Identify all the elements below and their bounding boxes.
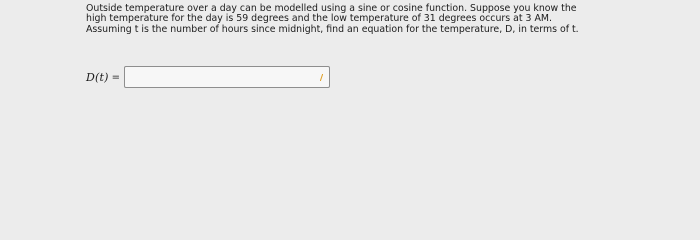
question-line-2: high temperature for the day is 59 degrees and the low temperature of 31 degrees occurs at 3 AM. (86, 13, 552, 25)
answer-field[interactable] (124, 66, 330, 88)
function-label (86, 71, 120, 84)
function-name: D(t) (86, 70, 109, 84)
question-line-3: Assuming t is the number of hours since midnight, find an equation for the temperature, D, in terms of t. (86, 23, 579, 35)
answer-row (86, 64, 330, 90)
pencil-icon (320, 74, 323, 81)
question-block (86, 4, 686, 35)
equals-sign: = (111, 71, 121, 83)
question-line-1: Outside temperature over a day can be modelled using a sine or cosine function. Suppose you know the (86, 3, 577, 14)
answer-input[interactable] (125, 67, 329, 87)
